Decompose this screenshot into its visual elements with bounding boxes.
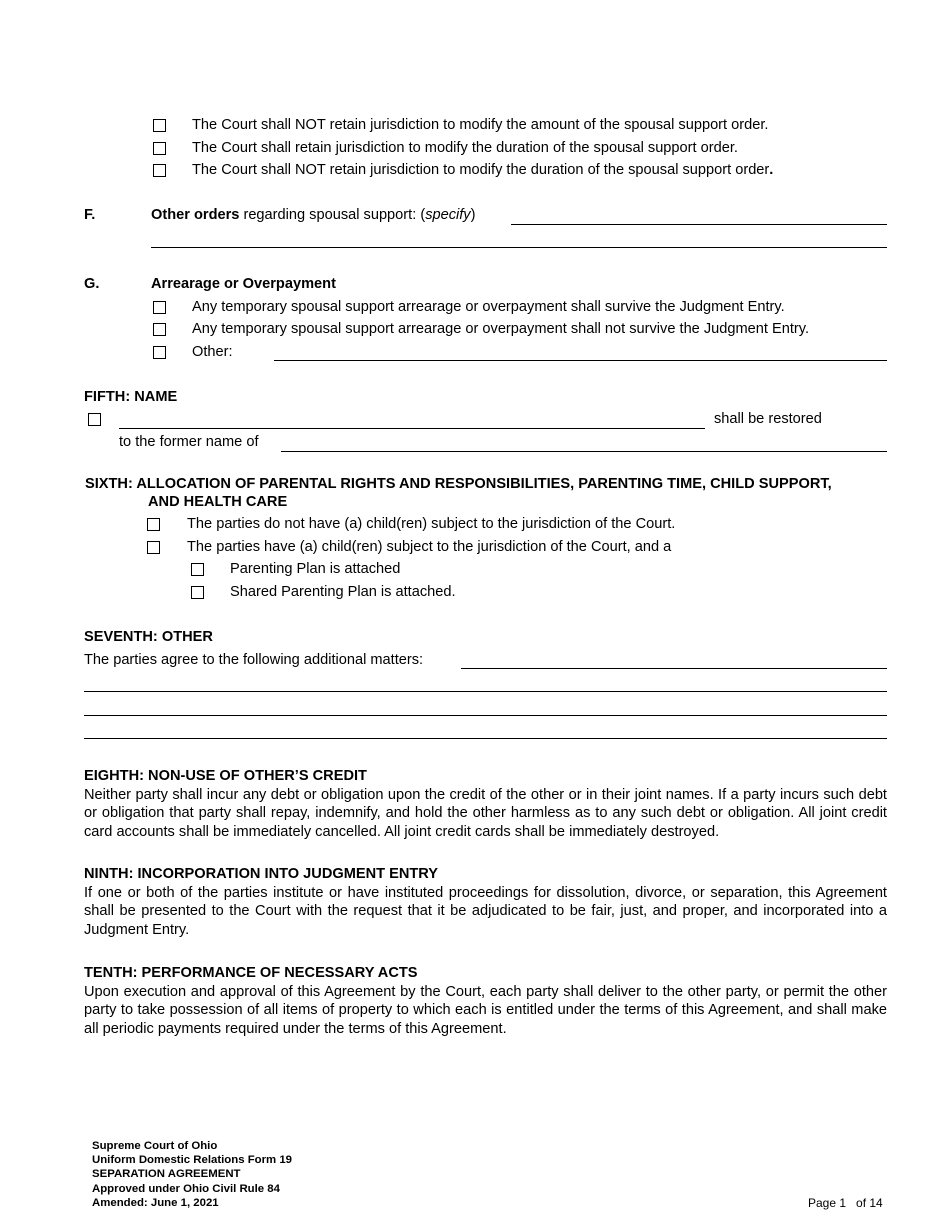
additional-matters-input-line-1[interactable] [461,668,887,669]
tenth-body: Upon execution and approval of this Agreement by the Court, each party shall deliver to the other party, or permit the other party to take possession of all items of property to which each is entitled under the terms of this Agreement, and shall make all periodic payments required under the terms of this Agreement. [84,984,887,1037]
sixth-heading-line-2: AND HEALTH CARE [148,494,288,510]
arrearage-other-input-line[interactable] [274,360,887,361]
tenth-heading: TENTH: PERFORMANCE OF NECESSARY ACTS [84,965,418,981]
footer-court: Supreme Court of Ohio [92,1140,218,1152]
other-orders-input-line-1[interactable] [511,224,887,225]
page-number: Page 1 of 14 [808,1196,883,1210]
checkbox-have-children[interactable] [147,541,160,554]
option-no-modify-duration: The Court shall NOT retain jurisdiction to modify the duration of the spousal support order. [192,162,774,178]
former-name-input-line[interactable] [281,451,887,452]
checkbox-no-children[interactable] [147,518,160,531]
checkbox-name-restore[interactable] [88,413,101,426]
option-arrearage-survive: Any temporary spousal support arrearage or overpayment shall survive the Judgment Entry. [192,299,785,315]
checkbox-modify-duration[interactable] [153,142,166,155]
section-f-label: Other orders regarding spousal support: (specify) [151,207,476,223]
shall-be-restored-label: shall be restored [714,411,822,427]
checkbox-no-modify-duration[interactable] [153,164,166,177]
seventh-text: The parties agree to the following additional matters: [84,652,424,668]
footer-approval: Approved under Ohio Civil Rule 84 [92,1183,280,1195]
option-parenting-plan: Parenting Plan is attached [230,561,401,577]
additional-matters-input-line-3[interactable] [84,715,887,716]
footer-form-number: Uniform Domestic Relations Form 19 [92,1154,293,1166]
additional-matters-input-line-4[interactable] [84,738,887,739]
eighth-heading: EIGHTH: NON-USE OF OTHER’S CREDIT [84,768,367,784]
section-f-letter: F. [84,207,96,223]
additional-matters-input-line-2[interactable] [84,691,887,692]
option-arrearage-not-survive: Any temporary spousal support arrearage or overpayment shall not survive the Judgment Entry. [192,321,810,337]
checkbox-no-modify-amount[interactable] [153,119,166,132]
checkbox-arrearage-not-survive[interactable] [153,323,166,336]
name-party-input-line[interactable] [119,428,705,429]
sixth-heading-line-1: SIXTH: ALLOCATION OF PARENTAL RIGHTS AND RESPONSIBILITIES, PARENTING TIME, CHILD SUPPORT, [85,476,832,492]
checkbox-arrearage-survive[interactable] [153,301,166,314]
ninth-body: If one or both of the parties institute or have instituted proceedings for dissolution, divorce, or separation, this Agreement shall be presented to the Court with the request that it be adjudicated to be fair, just, and proper, and incorporated into a Judgment Entry. [84,885,887,938]
other-orders-input-line-2[interactable] [151,247,887,248]
footer-form-title: SEPARATION AGREEMENT [92,1168,241,1180]
option-no-children: The parties do not have (a) child(ren) subject to the jurisdiction of the Court. [187,516,676,532]
eighth-body: Neither party shall incur any debt or obligation upon the credit of the other or in their joint names. If a party incurs such debt or obligation that party shall repay, indemnify, and hold the other harmless as to any such debt or obligation. All joint credit card accounts shall be immediately cancelled. All joint credit cards shall be immediately destroyed. [84,787,887,840]
ninth-heading: NINTH: INCORPORATION INTO JUDGMENT ENTRY [84,866,439,882]
fifth-heading: FIFTH: NAME [84,389,178,405]
section-g-letter: G. [84,276,100,292]
option-arrearage-other: Other: [192,344,233,360]
checkbox-shared-parenting-plan[interactable] [191,586,204,599]
option-have-children: The parties have (a) child(ren) subject to the jurisdiction of the Court, and a [187,539,672,555]
former-name-label: to the former name of [119,434,259,450]
footer-amended: Amended: June 1, 2021 [92,1197,219,1209]
section-g-heading: Arrearage or Overpayment [151,276,336,292]
option-no-modify-amount: The Court shall NOT retain jurisdiction to modify the amount of the spousal support order. [192,117,769,133]
seventh-heading: SEVENTH: OTHER [84,629,213,645]
checkbox-parenting-plan[interactable] [191,563,204,576]
checkbox-arrearage-other[interactable] [153,346,166,359]
option-shared-parenting-plan: Shared Parenting Plan is attached. [230,584,456,600]
option-modify-duration: The Court shall retain jurisdiction to modify the duration of the spousal support order. [192,140,738,156]
